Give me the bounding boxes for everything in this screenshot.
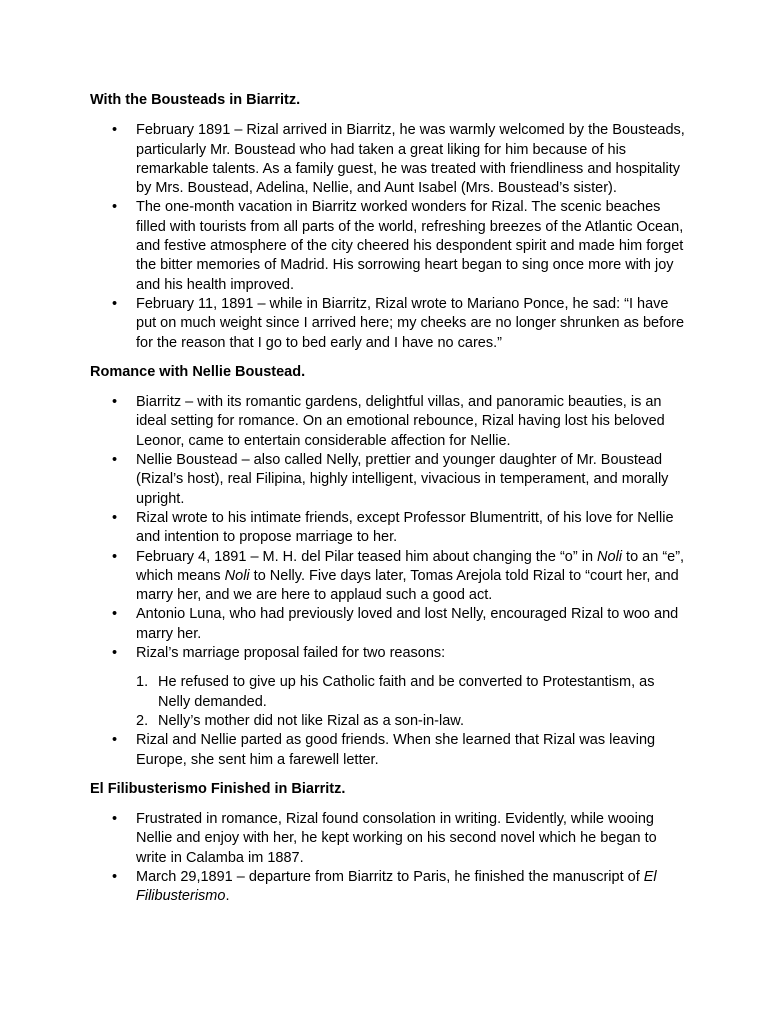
- numbered-item-text: Nelly’s mother did not like Rizal as a son-in-law.: [158, 712, 464, 729]
- list-item: [90, 295, 690, 353]
- bullet-icon: •: [112, 811, 118, 828]
- list-item-text: Rizal and Nellie parted as good friends. When she learned that Rizal was leaving Europe, she sent him a farewell letter.: [136, 732, 656, 768]
- list-item: [90, 548, 690, 606]
- bullet-icon: •: [112, 868, 118, 885]
- bullet-icon: •: [112, 606, 118, 623]
- section-heading: Romance with Nellie Boustead.: [90, 363, 306, 380]
- bullet-icon: •: [112, 509, 118, 526]
- list-item-text: [136, 869, 657, 904]
- section-heading: With the Bousteads in Biarritz.: [90, 92, 301, 108]
- italic-title: Noli: [597, 548, 623, 565]
- list-item: [90, 198, 690, 294]
- list-item-text: February 11, 1891 – while in Biarritz, Rizal wrote to Mariano Ponce, he sad: “I have put on much weight since I arrived here; my cheeks are no longer shrunken as before for the reason that I go to bed early and I have no cares.”: [136, 295, 685, 351]
- list-item: [90, 731, 690, 770]
- text-run: March 29,1891 – departure from Biarritz to Paris, he finished the manuscript of: [136, 868, 644, 885]
- item-number: 1.: [136, 674, 149, 691]
- numbered-item: [90, 712, 690, 731]
- list-item: [90, 605, 690, 644]
- numbered-item-text: He refused to give up his Catholic faith and be converted to Protestantism, as Nelly demanded.: [158, 674, 655, 710]
- text-run: to an “e”, which means: [136, 548, 685, 584]
- bullet-icon: •: [112, 548, 118, 565]
- numbered-item: [90, 673, 690, 712]
- bullet-list: [90, 731, 690, 770]
- bullet-icon: •: [112, 732, 118, 749]
- bullet-icon: •: [112, 199, 118, 216]
- italic-title: El Filibusterismo: [136, 868, 657, 905]
- list-item: [90, 121, 690, 198]
- list-item-text: The one-month vacation in Biarritz worked wonders for Rizal. The scenic beaches filled with tourists from all parts of the world, refreshing breezes of the Atlantic Ocean, and festive atmosphere of the city cheered his despondent spirit and made him forget the bitter memories of Madrid. His sorrowing heart began to sing once more with joy and his health improved.: [136, 199, 684, 293]
- text-run: to Nelly. Five days later, Tomas Arejola told Rizal to “court her, and marry her, and we are here to applaud such a good act.: [136, 567, 679, 604]
- item-number: 2.: [136, 712, 149, 729]
- text-run: February 4, 1891 – M. H. del Pilar teased him about changing the “o” in: [136, 548, 598, 565]
- bullet-list: [90, 393, 690, 663]
- list-item-text: Nellie Boustead – also called Nelly, prettier and younger daughter of Mr. Boustead (Rizal’s host), real Filipina, highly intelligent, vivacious in temperament, and morally upright.: [136, 452, 669, 507]
- list-item-text: [136, 549, 684, 604]
- italic-title: Noli: [224, 567, 250, 584]
- bullet-icon: •: [112, 394, 118, 411]
- bullet-icon: •: [112, 295, 118, 312]
- list-item: [90, 810, 690, 868]
- list-item-text: Biarritz – with its romantic gardens, delightful villas, and panoramic beauties, is an ideal setting for romance. On an emotional rebounce, Rizal having lost his beloved Leonor, came to entertain considerable affection for Nellie.: [136, 394, 665, 449]
- bullet-list: [90, 810, 690, 906]
- bullet-icon: •: [112, 645, 118, 662]
- section-heading: El Filibusterismo Finished in Biarritz.: [90, 780, 346, 797]
- list-item: [90, 644, 690, 663]
- numbered-list: [90, 673, 690, 731]
- text-run: .: [225, 888, 230, 905]
- list-item: [90, 868, 690, 907]
- bullet-list: [90, 121, 690, 353]
- bullet-icon: •: [112, 122, 118, 139]
- list-item-text: Rizal’s marriage proposal failed for two reasons:: [136, 645, 446, 662]
- list-item-text: February 1891 – Rizal arrived in Biarritz, he was warmly welcomed by the Bousteads, particularly Mr. Boustead who had taken a great liking for him because of his remarkable talents. As a family guest, he was treated with friendliness and hospitality by Mrs. Boustead, Adelina, Nellie, and Aunt Isabel (Mrs. Boustead’s sister).: [136, 122, 685, 197]
- list-item: [90, 451, 690, 509]
- document-page: [90, 91, 690, 917]
- list-item: [90, 509, 690, 548]
- list-item: [90, 393, 690, 451]
- list-item-text: Antonio Luna, who had previously loved and lost Nelly, encouraged Rizal to woo and marry her.: [136, 606, 679, 642]
- list-item-text: Rizal wrote to his intimate friends, except Professor Blumentritt, of his love for Nellie and intention to propose marriage to her.: [136, 509, 674, 546]
- list-item-text: Frustrated in romance, Rizal found consolation in writing. Evidently, while wooing Nellie and enjoy with her, he kept working on his second novel which he began to write in Calamba im 1887.: [136, 811, 657, 866]
- bullet-icon: •: [112, 452, 118, 469]
